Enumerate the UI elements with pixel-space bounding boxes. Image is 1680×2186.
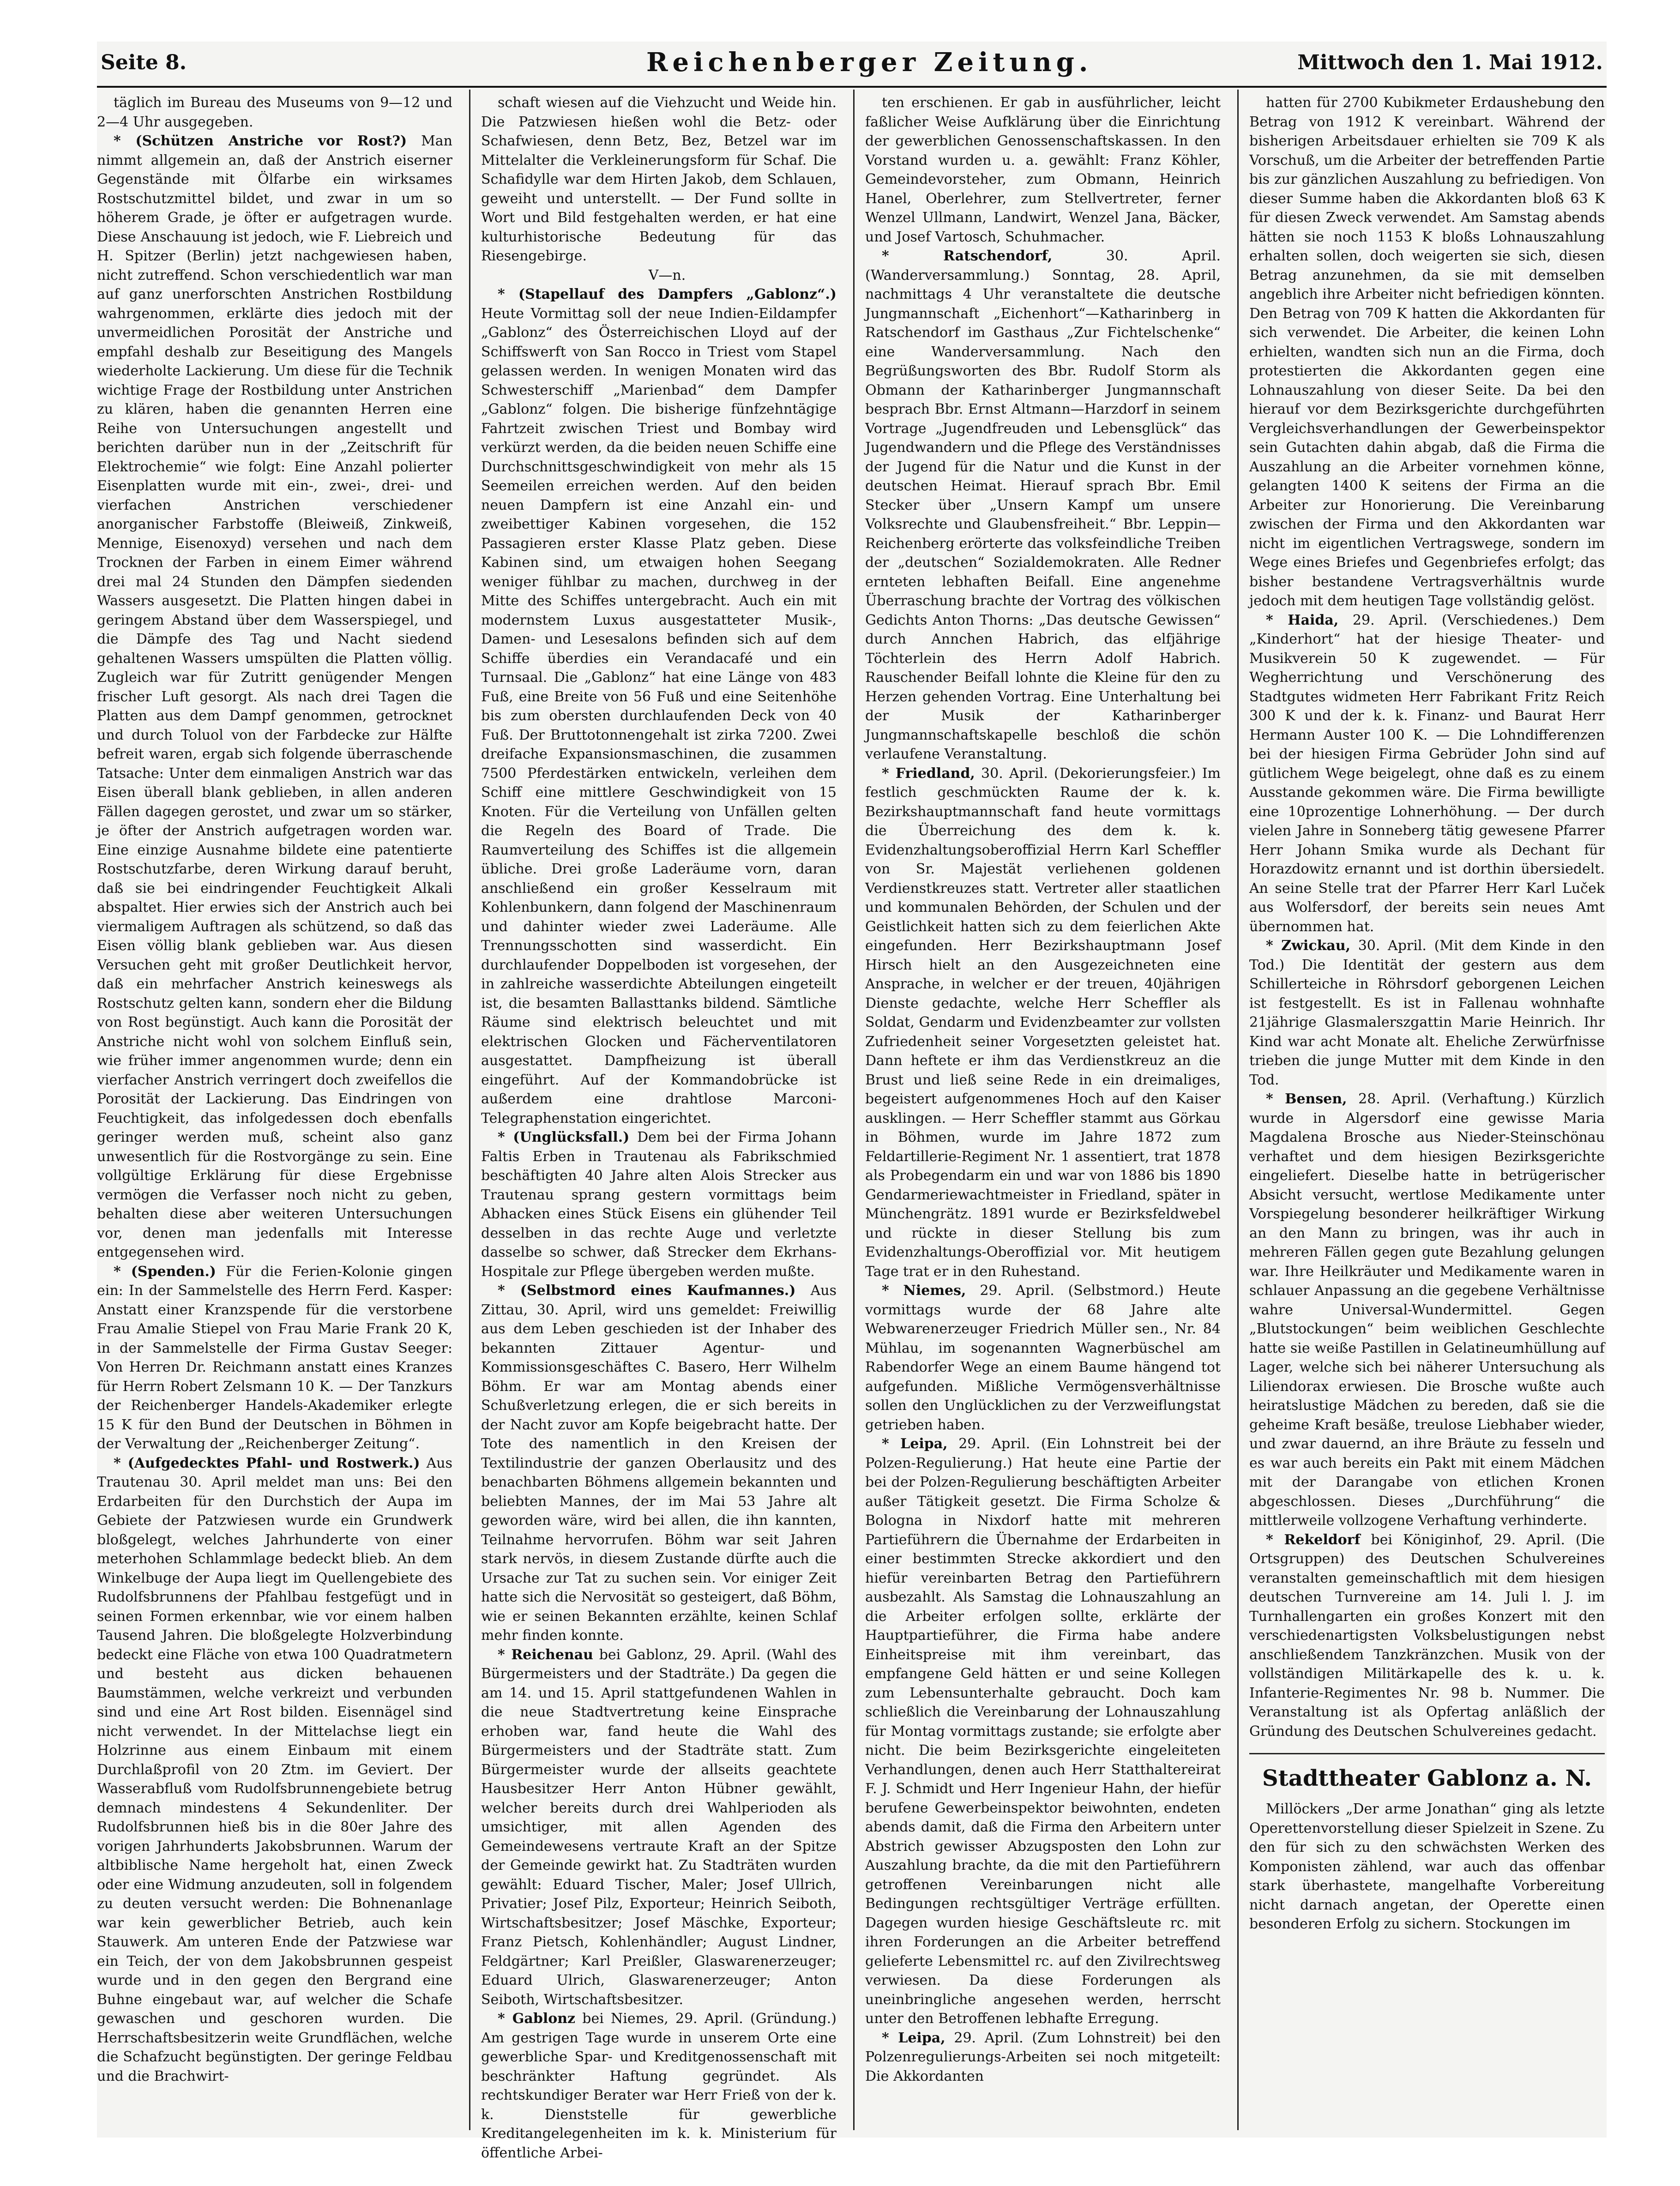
article-heading: * (Unglücksfall.) (498, 1129, 630, 1145)
article-heading: * Zwickau, (1266, 938, 1351, 954)
article-rostschutz (97, 132, 452, 1262)
column-rule (469, 90, 470, 2130)
article-body: 28. April. (Verhaftung.) Kürzlich wurde in Algersdorf eine gewisse Maria Magdalena Brosche aus Nieder-Steinschönau verhaftet und dem hiesigen Bezirksgerichte eingeliefert. Dieselbe hatte in betrügerischer Absicht versucht, wertlose Medikamente unter Vorspiegelung besonderer heilkräftiger Wirkung an den Mann zu bringen, was ihr auch in mehreren Fällen gegen gute Bezahlung gelungen war. Ihre Heilkräuter und Medikamente waren in schlauer Anpassung an die gegebene Verhältnisse wahre Universal-Wundermittel. Gegen „Blutstockungen“ beim weiblichen Geschlechte hatte sie weiße Pastillen in Gelatineumhüllung auf Lager, welche sich bei näherer Untersuchung als Liliendorax erwiesen. Die Brosche wußte auch heiratslustige Mädchen zu bereden, daß sie die geheime Kraft besäße, treulose Liebhaber wieder, und zwar dauernd, an ihre Bräute zu fesseln und es war auch bereits ein Pakt mit einem Mädchen mit der Darangabe von etlichen Kronen abgeschlossen. Dieses „Durchführung“ die mittlerweile vollzogene Verhaftung verhinderte. (1249, 1091, 1605, 1529)
article-heading: * (Selbstmord eines Kaufmannes.) (498, 1283, 796, 1299)
column-1 (97, 93, 452, 2125)
article-body: Dem bei der Firma Johann Faltis Erben in Trautenau als Fabrikschmied beschäftigten 40 Jahre alten Alois Strecker aus Trautenau sprang gestern vormittags beim Abhacken eines Stück Eisens ein glühender Teil desselben in das rechte Auge und verletzte dasselbe so schwer, daß Strecker dem Ekrhans-Hospitale zur Pflege übergeben werden mußte. (481, 1129, 837, 1280)
article-continuation: ten erschienen. Er gab in ausführlicher, leicht faßlicher Weise Aufklärung über die Einrichtung der gewerblichen Genossenschaftskassen. In den Vorstand wurden u. a. gewählt: Franz Köhler, Gemeindevorsteher, zum Obmann, Heinrich Hanel, Oberlehrer, zum Stellvertreter, ferner Wenzel Ullmann, Landwirt, Wenzel Jana, Bäcker, und Josef Vartosch, Schuhmacher. (865, 95, 1221, 245)
article-continuation: täglich im Bureau des Museums von 9—12 und 2—4 Uhr ausgegeben. (97, 95, 452, 130)
article-body: 30. April. (Mit dem Kinde in den Tod.) Die Identität der gestern aus dem Schillerteiche in Röhrsdorf geborgenen Leichen ist festgestellt. Es ist in Fallenau wohnhafte 21jährige Glasmalerszgattin Marie Heinrich. Ihr Kind war acht Monate alt. Eheliche Zerwürfnisse trieben die junge Mutter mit dem Kinde in den Tod. (1249, 938, 1605, 1088)
article-body: 30. April. (Dekorierungsfeier.) Im festlich geschmückten Raume der k. k. Bezirkshauptmannschaft fand heute vormittags die Überreichung des dem k. k. Evidenzhaltungsoberoffizial Herrn Karl Scheffler von Sr. Majestät verliehenen goldenen Verdienstkreuzes statt. Vertreter aller staatlichen und kommunalen Behörden, der Schulen und der Geistlichkeit hatten sich zu dem feierlichen Akte eingefunden. Herr Bezirkshauptmann Josef Hirsch hielt an den Ausgezeichneten eine Ansprache, in welcher er der treuen, 40jährigen Dienste gedachte, welche Herr Scheffler als Soldat, Gendarm und Evidenzbeamter zur vollsten Zufriedenheit seiner Vorgesetzten geleistet hat. Dann heftete er ihm das Verdienstkreuz an die Brust und ließ seine Rede in ein dreimaliges, begeistert aufgenommenes Hoch auf den Kaiser ausklingen. — Herr Scheffler stammt aus Görkau in Böhmen, wurde im Jahre 1872 zum Feldartillerie-Regiment Nr. 1 assentiert, trat 1878 als Probegendarm ein und war von 1886 bis 1890 Gendarmeriewachtmeister in Friedland, später in Münchengrätz. 1891 wurde er Bezirksfeldwebel und rückte in dieser Stellung bis zum Evidenzhaltungs-Oberoffizial vor. Mit heutigem Tage trat er in den Ruhestand. (865, 765, 1221, 1280)
article-stapellauf (481, 285, 837, 1128)
column-2 (481, 93, 837, 2161)
newspaper-page (97, 42, 1607, 2161)
page-number: Seite 8. (101, 51, 187, 74)
article-theater-review: Millöckers „Der arme Jonathan“ ging als letzte Operettenvorstellung dieser Spielzeit in Szene. Zu den für sich zu den schwächsten Werken des Komponisten zählend, war auch das offenbar stark überhastete, mangelhafte Vorbereitung nicht darnach angetan, der Operette einen besonderen Erfolg zu sichern. Stockungen im (1249, 1801, 1605, 1932)
article-zwickau (1249, 936, 1605, 1090)
article-body: 29. April. (Zum Lohnstreit) bei den Polzenregulierungs-Arbeiten sei noch mitgeteilt: Die Akkordanten (865, 2029, 1221, 2084)
article-body: Für die Ferien-Kolonie gingen ein: In der Sammelstelle des Herrn Ferd. Kasper: Anstatt einer Kranzspende für die verstorbene Frau Amalie Stiepel von Frau Marie Frank 20 K, in der Sammelstelle der Firma Gustav Seeger: Von Herren Dr. Reichmann anstatt eines Kranzes für Herrn Robert Zelsmann 10 K. — Der Tanzkurs der Reichenberger Handels-Akademiker erlegte 15 K für den Bund der Deutschen in Böhmen in der Verwaltung der „Reichenberger Zeitung“. (97, 1263, 453, 1452)
article-friedland (865, 764, 1221, 1282)
article-heading: * (Schützen Anstriche vor Rost?) (114, 133, 407, 149)
column-rule (853, 90, 855, 2130)
article-pfahlwerk (97, 1454, 452, 2086)
article-body: bei Niemes, 29. April. (Gründung.) Am gestrigen Tage wurde in unserem Orte eine gewerbliche Spar- und Kreditgenossenschaft mit beschränkter Haftung gegründet. Als rechtskundiger Berater war Herr Frieß von der k. k. Dienststelle für gewerbliche Kreditangelegenheiten im k. k. Ministerium für öffentliche Arbei- (481, 2011, 837, 2161)
article-heading: * Gablonz (498, 2011, 576, 2027)
article-body: 29. April. (Ein Lohnstreit bei der Polzen-Regulierung.) Hat heute eine Partie der bei der Polzen-Regulierung beschäftigten Arbeiter außer Tätigkeit gesetzt. Die Firma Scholze & Bologna in Nixdorf hatte mit mehreren Partieführern die Übernahme der Erdarbeiten in einer bestimmten Strecke akkordiert und den hiefür vereinbarten Betrag den Partieführern ausbezahlt. Als Samstag die Lohnauszahlung an die Arbeiter erfolgen sollte, erklärte der Hauptpartieführer, die Firma habe andere Einheitspreise mit ihm vereinbart, das empfangene Geld hätten er und seine Kollegen zum Lebensunterhalte gebraucht. Doch kam schließlich die Vereinbarung der Lohnauszahlung für Montag vormittags zustande; sie erfolgte aber nicht. Die beim Bezirksgerichte eingeleiteten Verhandlungen, denen auch Herr Statthaltereirat F. J. Schmidt und Herr Ingenieur Hahn, der hiefür berufene Gewerbeinspektor beiwohnten, endeten abends damit, daß die Firma den Arbeitern unter Abstrich gewisser Abzugsposten den Lohn zur Auszahlung brachte, da die mit den Partieführern getroffenen Vereinbarungen nicht alle Bedingungen rechtsgültiger Verträge erfüllten. Dagegen wurden hiesige Geschäftsleute rc. mit ihren Forderungen an die Arbeiter betreffend gelieferte Lebensmittel rc. auf den Zivilrechtsweg verwiesen. Da diese Forderungen als uneinbringliche angesehen werden, herrscht unter den Betroffenen lebhafte Erregung. (865, 1436, 1221, 2027)
article-body: 30. April. (Wanderversammlung.) Sonntag, 28. April, nachmittags 4 Uhr veranstaltete die deutsche Jungmannschaft „Eichenhort“—Katharinberg in Ratschendorf im Gasthaus „Zur Fichtelschenke“ eine Wanderversammlung. Nach den Begrüßungsworten des Bbr. Rudolf Storm als Obmann der Katharinberger Jungmannschaft besprach Bbr. Ernst Altmann—Harzdorf in seinem Vortrage „Jugendfreuden und Lebensglück“ das Jugendwandern und die Pflege des Verständnisses der Jugend für die Natur und die Kunst in der deutschen Heimat. Hierauf sprach Bbr. Emil Stecker über „Unsern Kampf um unsere Volksrechte und Glaubensfreiheit.“ Bbr. Leppin—Reichenberg erörterte das volksfeindliche Treiben der „deutschen“ Sozialdemokraten. Alle Redner ernteten lebhaften Beifall. Eine angenehme Überraschung brachte der Vortrag des völkischen Gedichts Anton Thorns: „Das deutsche Gewissen“ durch Annchen Habrich, das elfjährige Töchterlein des Herrn Adolf Habrich. Rauschender Beifall lohnte die Kleine für den zu Herzen gehenden Vortrag. Eine Unterhaltung bei der Musik der Katharinberger Jungmannschaftskapelle beschloß die schön verlaufene Veranstaltung. (865, 248, 1221, 762)
article-continuation: schaft wiesen auf die Viehzucht und Weide hin. Die Patzwiesen hießen wohl die Betz- oder Schafwiesen, denn Betz, Bez, Betzel war im Mittelalter die Verkleinerungsform für Schaf. Die Schafidylle war dem Hirten Jakob, dem Schlauen, geweiht und unterstellt. — Der Fund sollte in Wort und Bild festgehalten werden, er hat eine kulturhistorische Bedeutung für das Riesengebirge. (481, 95, 837, 264)
article-leipa-zum-lohnstreit (865, 2029, 1221, 2086)
issue-date: Mittwoch den 1. Mai 1912. (1297, 51, 1603, 74)
article-leipa-lohnstreit (865, 1434, 1221, 2029)
article-heading: * (Aufgedecktes Pfahl- und Rostwerk.) (114, 1455, 420, 1471)
article-heading: * Friedland, (882, 765, 975, 782)
article-body: Aus Zittau, 30. April, wird uns gemeldet: Freiwillig aus dem Leben geschieden ist der Inhaber des bekannten Zittauer Agentur- und Kommissionsgeschäftes C. Basero, Herr Wilhelm Böhm. Er war am Montag abends einer Schußverletzung erlegen, die er sich bereits in der Nacht zuvor am Kopfe beigebracht hatte. Der Tote des namentlich in den Kreisen der Textilindustrie der ganzen Oberlausitz und des benachbarten Böhmens allgemein bekannten und beliebten Mannes, der im Mai 53 Jahre alt geworden wäre, wird bei allen, die ihn kannten, Teilnahme hervorrufen. Böhm war seit Jahren stark nervös, in diesem Zustande dürfte auch die Ursache zur Tat zu suchen sein. Vor einiger Zeit hatte sich die Nervosität so gesteigert, daß Böhm, wie er seinen Bekannten erzählte, keinen Schlaf mehr finden konnte. (481, 1283, 837, 1644)
article-ratschendorf (865, 247, 1221, 764)
article-heading: * Reichenau (498, 1646, 593, 1663)
article-reichenau (481, 1645, 837, 2010)
article-bensen (1249, 1090, 1605, 1530)
article-body: Man nimmt allgemein an, daß der Anstrich eiserner Gegenstände mit Ölfarbe ein wirksames Rostschutzmittel bildet, und zwar in um so höherem Grade, je öfter er aufgetragen wurde. Diese Anschauung ist jedoch, wie F. Liebreich und H. Spitzer (Berlin) jetzt nachgewiesen haben, nicht zutreffend. Schon verschiedentlich war man auf ganz unerforschten Anstrichen Rostbildung wahrgenommen, erklärte dies jedoch mit der unvermeidlichen Porosität der Anstriche und empfahl deshalb zur Beseitigung des Mangels wiederholte Lackierung. Um diese für die Technik wichtige Frage der Rostbildung unter Anstrichen zu klären, haben die genannten Herren eine Reihe von Untersuchungen angestellt und berichten darüber nun in der „Zeitschrift für Elektrochemie“ wie folgt: Eine Anzahl polierter Eisenplatten wurde mit ein-, zwei-, drei- und vierfachen Anstrichen verschiedener anorganischer Farbstoffe (Bleiweiß, Zinkweiß, Mennige, Eisenoxyd) versehen und nach dem Trocknen der Farben in einem Eimer während drei mal 24 Stunden den Dämpfen siedenden Wassers ausgesetzt. Die Platten hingen dabei in geringem Abstand über dem Wasserspiegel, und die Dämpfe des Tag und Nacht siedend gehaltenen Wassers umspülten die Platten völlig. Zugleich war für Zutritt genügender Mengen frischer Luft gesorgt. Als nach drei Tagen die Platten aus dem Dampf genommen, getrocknet und durch Toluol von der Farbdecke zur Hälfte befreit waren, ergab sich folgende überraschende Tatsache: Unter dem einmaligen Anstrich war das Eisen überall blank geblieben, in allen anderen Fällen dagegen gerostet, und zwar um so stärker, je öfter der Anstrich aufgetragen worden war. Eine einzige Ausnahme bildete eine patentierte Rostschutzfarbe, deren Wirkung darauf beruht, daß sie bei eindringender Feuchtigkeit Alkali abspaltet. Hier erwies sich der Anstrich auch bei viermaligem Auftragen als schützend, so daß das Eisen völlig blank geblieben war. Aus diesen Versuchen geht mit großer Deutlichkeit hervor, daß ein mehrfacher Anstrich keineswegs als Rostschutz gelten kann, sondern eher die Bildung von Rost begünstigt. Auch kann die Porosität der Anstriche nicht wohl von solchem Einfluß sein, wie früher immer angenommen wurde; denn ein vierfacher Anstrich verringert doch zweifellos die Porosität der Lackierung. Das Eindringen von Feuchtigkeit, das infolgedessen doch ebenfalls geringer werden muß, scheint also ganz unwesentlich für die Rostvorgänge zu sein. Eine vollgültige Erklärung für diese Ergebnisse vermögen die Verfasser noch nicht zu geben, behalten diese aber weiteren Untersuchungen vor, denen man jedenfalls mit Interesse entgegensehen wird. (97, 133, 452, 1260)
article-niemes (865, 1281, 1221, 1434)
article-body: bei Königinhof, 29. April. (Die Ortsgruppen) des Deutschen Schulvereines veranstalten gemeinschaftlich mit dem hiesigen deutschen Turnvereine am 14. Juli l. J. im Turnhallengarten ein großes Konzert mit den verschiedenartigsten Volksbelustigungen nebst anschließendem Tanzkränzchen. Musik von der vollständigen Militärkapelle des k. u. k. Infanterie-Regimentes Nr. 98 b. Nummer. Die Veranstaltung ist als Opfertag anläßlich der Gründung des Deutschen Schulvereines gedacht. (1249, 1531, 1605, 1740)
article-body: Aus Trautenau 30. April meldet man uns: Bei den Erdarbeiten für den Durchstich der Aupa im Gebiete der Patzwiesen wurde ein Grundwerk bloßgelegt, welches Jahrhunderte von einer meterhohen Schlammlage bedeckt blieb. An dem Winkelbuge der Aupa liegt im Quellengebiete des Rudolfsbrunnens der Pfahlbau festgefügt und in seinen Formen erkennbar, wie vor einem halben Tausend Jahren. Die bloßgelegte Holzverbindung bedeckt eine Fläche von etwa 100 Quadratmetern und besteht aus dicken behauenen Baumstämmen, welche verkreizt und verbunden sind und eine Art Rost bilden. Eisennägel sind nicht verwendet. In der Mittelachse liegt ein Holzrinne aus einem Einbaum mit einem Durchlaßprofil von 20 Ztm. im Geviert. Der Wasserabfluß vom Rudolfsbrunnengebiete betrug demnach mindestens 4 Sekundenliter. Der Rudolfsbrunnen hieß bis in die 80er Jahre des vorigen Jahrhunderts Jakobsbrunnen. Warum der altbiblische Name hergeholt hat, einen Zweck oder eine Widmung anzudeuten, soll in folgendem zu deuten versucht werden: Die Bohnenanlage war kein gewerblicher Betrieb, auch kein Stauwerk. Am unteren Ende der Patzwiese war ein Teich, der von dem Jakobsbrunnen gespeist wurde und in den gegen den Bergrand eine Buhne eingebaut war, auf welcher die Schafe gewaschen und geschoren wurden. Die Herrschaftsbesitzerin weite Grundflächen, welche die Schafzucht begünstigten. Der geringe Feldbau und die Brachwirt- (97, 1455, 452, 2084)
article-continuation: hatten für 2700 Kubikmeter Erdaushebung den Betrag von 1912 K vereinbart. Während der bisherigen Arbeitsdauer erhielten sie 709 K als Vorschuß, um die Arbeiter der betreffenden Partie bis zur gänzlichen Auszahlung zu befriedigen. Von dieser Summe haben die Akkordanten bloß 63 K für diesen Zweck verwendet. Am Samstag abends hätten sie noch 1153 K bloßs Lohnauszahlung erhalten sollen, doch weigerten sie sich, diesen Betrag anzunehmen, da sie mit demselben angeblich ihre Arbeiter nicht befriedigen könnten. Den Betrag von 709 K hatten die Akkordanten für sich verwendet. Die Arbeiter, die keinen Lohn erhielten, wandten sich nun an die Firma, doch protestierten die Akkordanten gegen eine Lohnauszahlung von dieser Seite. Da bei den hierauf vor dem Bezirksgerichte durchgeführten Vergleichsverhandlungen der Gewerbeinspektor sein Gutachten dahin abgab, daß die Firma die Auszahlung an die Arbeiter vornehmen könne, gelangten 1400 K seitens der Firma an die Arbeiter zur Honorierung. Die Vereinbarung zwischen der Firma und den Akkordanten war nicht im eigentlichen Vertragswege, sondern im Wege eines Briefes und Gegenbriefes erfolgt; das bisher bestandene Vertragsverhältnis wurde jedoch mit dem heutigen Tage vollständig gelöst. (1249, 95, 1605, 609)
article-heading: * (Spenden.) (114, 1263, 216, 1280)
column-3 (865, 93, 1221, 2125)
page-header (97, 42, 1607, 88)
article-heading: * Rekeldorf (1266, 1531, 1361, 1548)
article-heading: * Ratschendorf, (882, 248, 1053, 264)
article-spenden (97, 1262, 452, 1454)
article-heading: * (Stapellauf des Dampfers „Gablonz“.) (498, 286, 837, 302)
article-haida (1249, 611, 1605, 937)
article-heading: * Haida, (1266, 612, 1339, 628)
article-body: bei Gablonz, 29. April. (Wahl des Bürgermeisters und der Stadträte.) Da gegen die am 14. und 15. April stattgefundenen Wahlen in die neue Stadtvertretung keine Einsprache erhoben war, fand heute die Wahl des Bürgermeisters und der Stadträte statt. Zum Bürgermeister wurde der allseits geachtete Hausbesitzer Herr Anton Hübner gewählt, welcher bereits durch drei Wahlperioden als umsichtiger, mit allen Agenden des Gemeindewesens vertraute Kraft an der Spitze der Gemeinde gewirkt hat. Zu Stadträten wurden gewählt: Eduard Tischer, Maler; Josef Ullrich, Privatier; Josef Pilz, Exporteur; Heinrich Seiboth, Wirtschaftsbesitzer; Josef Mäschke, Exporteur; Franz Pietsch, Kohlenhändler; August Lindner, Feldgärtner; Karl Preißler, Glaswarenerzeuger; Eduard Ulrich, Glaswarenerzeuger; Anton Seiboth, Wirtschaftsbesitzer. (481, 1646, 837, 2008)
article-heading: * Leipa, (882, 1436, 948, 1452)
article-gablonz-niemes (481, 2009, 837, 2162)
masthead-title: Reichenberger Zeitung. (646, 47, 1093, 78)
column-rule (1237, 90, 1239, 2130)
article-ungluecksfall (481, 1128, 837, 1281)
article-selbstmord-kaufmann (481, 1281, 837, 1645)
author-signature: V—n. (648, 267, 686, 283)
article-rekeldorf (1249, 1530, 1605, 1741)
article-heading: * Leipa, (882, 2029, 945, 2046)
article-heading: * Niemes, (882, 1283, 966, 1299)
article-body: 29. April. (Selbstmord.) Heute vormittags wurde der 68 Jahre alte Webwarenerzeuger Friedrich Müller sen., Nr. 84 Mühlau, im sogenannten Wagnerbüschel am Rabendorfer Wege an einem Baume hängend tot aufgefunden. Mißliche Vermögensverhältnisse sollen den Unglücklichen zu der Verzweiflungstat getrieben haben. (865, 1283, 1221, 1433)
article-body: 29. April. (Verschiedenes.) Dem „Kinderhort“ hat der hiesige Theater- und Musikverein 50 K zugewendet. — Für Wegherrichtung und Verschönerung des Stadtgutes widmeten Herr Fabrikant Fritz Reich 300 K und der k. k. Finanz- und Baurat Herr Hermann Auster 100 K. — Die Lohndifferenzen bei der hiesigen Firma Gebrüder John sind auf gütlichem Wege beigelegt, ohne daß es zu einem Ausstande gekommen wäre. Die Firma bewilligte eine 10prozentige Lohnerhöhung. — Der durch vielen Jahre in Sonneberg tätig gewesene Pfarrer Herr Johann Smika wurde als Dechant für Horazdowitz ernannt und ist dorthin übersiedelt. An seine Stelle trat der Pfarrer Herr Karl Luček aus Wolfersdorf, der bereits sein neues Amt übernommen hat. (1249, 612, 1605, 935)
article-body: Heute Vormittag soll der neue Indien-Eildampfer „Gablonz“ des Österreichischen Lloyd auf der Schiffswerft von San Rocco in Triest vom Stapel gelassen werden. In wenigen Monaten wird das Schwesterschiff „Marienbad“ dem Dampfer „Gablonz“ folgen. Die bisherige fünfzehntägige Fahrtzeit zwischen Triest und Bombay wird verkürzt werden, da die beiden neuen Schiffe eine Durchschnittsgeschwindigkeit von mehr als 15 Seemeilen erreichen werden. Auf den beiden neuen Dampfern ist eine Anzahl ein- und zweibettiger Kabinen vorgesehen, die 152 Passagieren erster Klasse Platz geben. Diese Kabinen sind, um etwaigen hohen Seegang weniger fühlbar zu machen, durchweg in der Mitte des Schiffes untergebracht. Auch ein mit modernstem Luxus ausgestatteter Musik-, Damen- und Lesesalons befinden sich auf dem Schiffe überdies ein Verandacafé und ein Turnsaal. Die „Gablonz“ hat eine Länge von 483 Fuß, eine Breite von 56 Fuß und eine Seitenhöhe bis zum obersten durchlaufenden Deck von 40 Fuß. Der Bruttotonnengehalt ist zirka 7200. Zwei dreifache Expansionsmaschinen, die zusammen 7500 Pferdestärken entwickeln, verleihen dem Schiff eine mittlere Geschwindigkeit von 15 Knoten. Für die Verteilung von Unfällen gelten die Regeln des Board of Trade. Die Raumverteilung des Schiffes ist die allgemein übliche. Drei große Laderäume vorn, daran anschließend ein großer Kesselraum mit Kohlenbunkern, dann folgend der Maschinenraum und dahinter wieder zwei Laderäume. Alle Trennungsschotten sind wasserdicht. Ein durchlaufender Doppelboden ist vorgesehen, der in zahlreiche wasserdichte Abteilungen eingeteilt ist, die besamten Ballasttanks bildend. Sämtliche Räume sind elektrisch beleuchtet und mit elektrischen Glocken und Fächerventilatoren ausgestattet. Dampfheizung ist überall eingeführt. Auf der Kommandobrücke ist außerdem eine drahtlose Marconi-Telegraphenstation eingerichtet. (481, 305, 837, 1126)
column-4 (1249, 93, 1605, 2125)
section-title-stadttheater: Stadttheater Gablonz a. N. (1249, 1753, 1605, 1793)
article-heading: * Bensen, (1266, 1091, 1347, 1107)
